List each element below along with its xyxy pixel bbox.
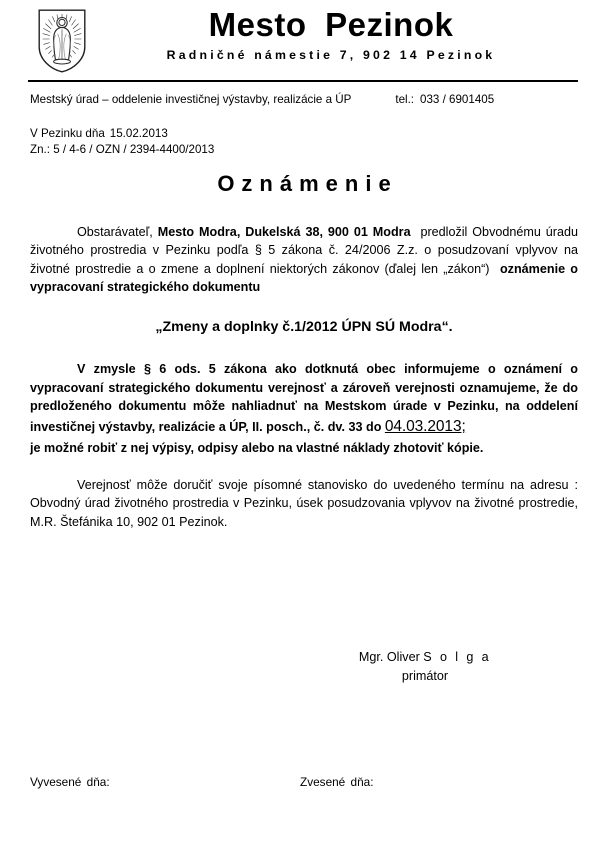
signatory-surname: S o l g a xyxy=(423,650,492,664)
city-name: Mesto Pezinok xyxy=(208,6,454,43)
document-body xyxy=(30,168,578,544)
letterhead-text xyxy=(90,8,578,62)
para1-lead: Obstarávateľ, xyxy=(77,224,153,239)
paragraph-obstaravatel xyxy=(30,223,578,298)
reference-block xyxy=(30,126,214,159)
office-line xyxy=(30,93,578,106)
inspection-deadline-date: 04.03.2013; xyxy=(384,417,466,435)
paragraph-inspection xyxy=(30,360,578,457)
telephone xyxy=(395,93,494,106)
signatory-name xyxy=(300,648,550,667)
place-date-label: V Pezinku dňa xyxy=(30,127,105,140)
city-address: Radničné námestie 7, 902 14 Pezinok xyxy=(166,47,496,62)
strategic-document-title: „Zmeny a doplnky č.1/2012 ÚPN SÚ Modra“. xyxy=(155,319,453,336)
letterhead xyxy=(0,0,600,78)
posting-footer xyxy=(30,775,578,789)
header-divider xyxy=(28,80,578,82)
file-number: Zn.: 5 / 4-6 / OZN / 2394-4400/2013 xyxy=(30,143,215,157)
signatory-position: primátor xyxy=(401,668,449,683)
pezinok-coat-of-arms-icon xyxy=(38,9,86,73)
para2-part2: je možné robiť z nej výpisy, odpisy alebo na vlastné náklady zhotoviť kópie. xyxy=(30,440,484,455)
issue-date: 15.02.2013 xyxy=(109,127,168,140)
removed-on-label: Zvesené dňa: xyxy=(300,775,374,789)
department-label: Mestský úrad – oddelenie investičnej výstavby, realizácie a ÚP xyxy=(30,93,352,106)
para2-part1: V zmysle § 6 ods. 5 zákona ako dotknutá obec informujeme o oznámení o vypracovaní strategického dokumentu verejnosť a zároveň verejnosti oznamujeme, že do predloženého dokumentu môže nahliadnuť na Mestskom úrade v Pezinku, na oddelení investičnej výstavby, realizácie a ÚP, II. posch., č. dv. 33 do xyxy=(30,362,578,434)
para1-tail: oznámenie o vypracovaní strategického dokumentu xyxy=(30,261,578,295)
para1-entity: Mesto Modra, Dukelská 38, 900 01 Modra xyxy=(157,224,411,239)
paragraph-public-comment: Verejnosť môže doručiť svoje písomné stanovisko do uvedeného termínu na adresu : Obvodný úrad životného prostredia v Pezinku, úsek posudzovania vplyvov na životné prostredie, M.R. Štefánika 10, 902 01 Pezinok. xyxy=(30,477,578,529)
page-title: Oznámenie xyxy=(217,171,398,196)
para1-mid: predložil Obvodnému úradu životného prostredia v Pezinku podľa § 5 zákona č. 24/2006 Z.z. o posudzovaní vplyvov na životné prostredie a o zmene a doplnení niektorých zákonov (ďalej len „zákon“) xyxy=(30,224,579,276)
place-and-date-line xyxy=(30,126,214,142)
telephone-number: 033 / 6901405 xyxy=(420,93,495,106)
posted-on-label: Vyvesené dňa: xyxy=(30,775,110,789)
telephone-label: tel.: xyxy=(395,93,415,106)
signature-block xyxy=(300,648,550,686)
signatory-name-prefix: Mgr. Oliver xyxy=(358,650,424,664)
